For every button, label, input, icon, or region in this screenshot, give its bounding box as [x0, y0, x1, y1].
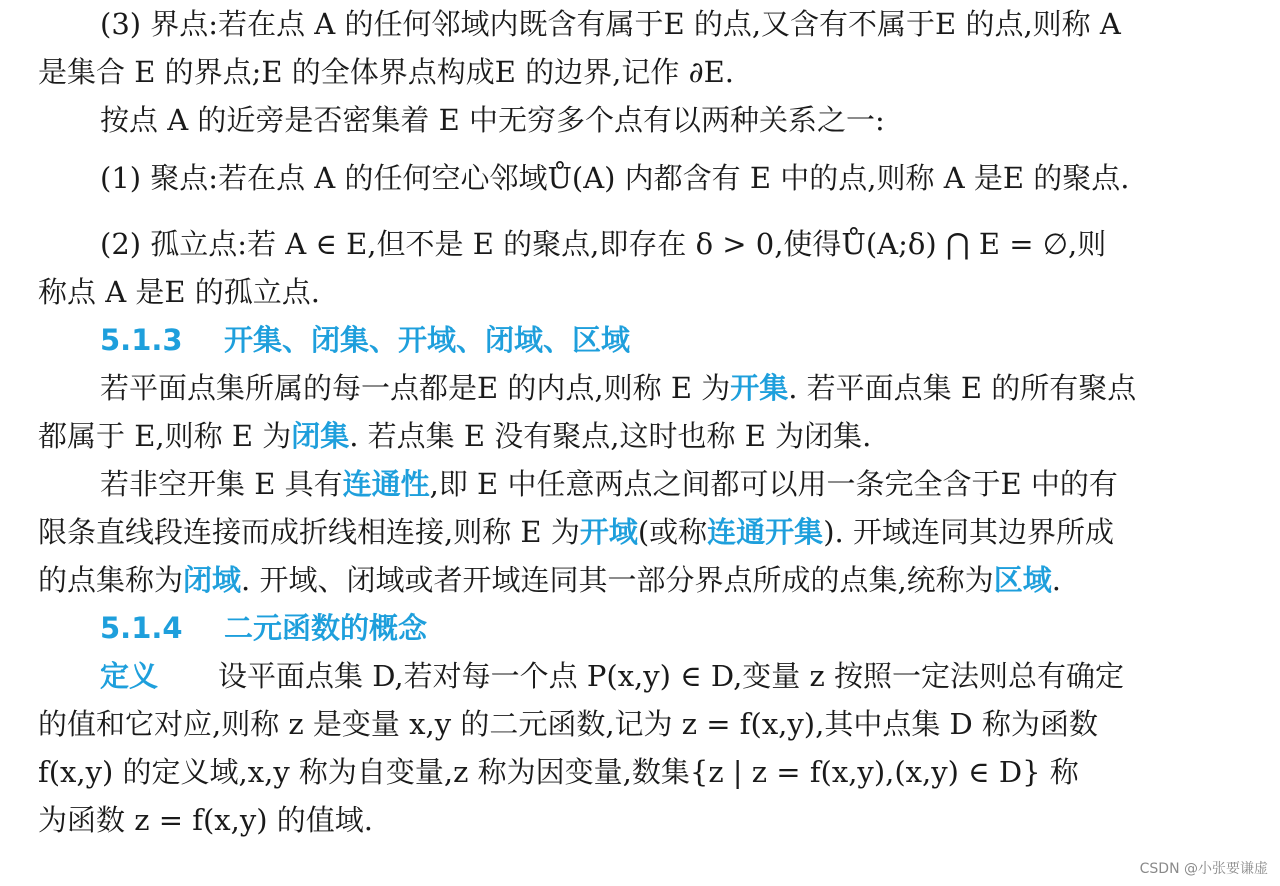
text-run: 限条直线段连接而成折线相连接,则称 E 为 [38, 515, 580, 549]
text-run: (或称 [637, 515, 708, 549]
text-run: . 若平面点集 E 的所有聚点 [788, 371, 1137, 405]
text-run: . 开域、闭域或者开域连同其一部分界点所成的点集,统称为 [241, 563, 994, 597]
text-run: 若非空开集 E 具有 [100, 467, 343, 501]
section-heading-5-1-3 [38, 316, 1248, 364]
definition-line-3: f(x,y) 的定义域,x,y 称为自变量,z 称为因变量,数集{z | z = f(x,y),(x,y) ∈ D} 称 [38, 755, 1079, 789]
section-heading-5-1-4 [38, 604, 1248, 652]
boundary-point-line-2: 是集合 E 的界点;E 的全体界点构成E 的边界,记作 ∂E. [38, 55, 734, 89]
section-number: 5.1.4 [100, 611, 183, 645]
csdn-watermark: CSDN @小张要谦虚 [1139, 861, 1268, 877]
definition-label: 定义 [100, 659, 159, 693]
term-closed-set: 闭集 [291, 419, 350, 453]
intro-paragraph: 按点 A 的近旁是否密集着 E 中无穷多个点有以两种关系之一: [100, 103, 885, 137]
definition-line-1 [38, 652, 1248, 700]
text-run: . [1051, 563, 1061, 597]
term-open-set: 开集 [730, 371, 789, 405]
section-title: 二元函数的概念 [224, 611, 428, 645]
text-run: 若平面点集所属的每一点都是E 的内点,则称 E 为 [100, 371, 731, 405]
open-closed-line-2 [38, 412, 1248, 460]
accumulation-point-definition: (1) 聚点:若在点 A 的任何空心邻域Ů(A) 内都含有 E 中的点,则称 A 是E 的聚点. [100, 161, 1130, 195]
section-title: 开集、闭集、开域、闭域、区域 [224, 323, 631, 357]
definition-line-2: 的值和它对应,则称 z 是变量 x,y 的二元函数,记为 z = f(x,y),其中点集 D 称为函数 [38, 707, 1099, 741]
domain-line-1 [38, 460, 1248, 508]
open-closed-line-1 [38, 364, 1248, 412]
domain-line-2 [38, 508, 1248, 556]
domain-line-3 [38, 556, 1248, 604]
text-run: 设平面点集 D,若对每一个点 P(x,y) ∈ D,变量 z 按照一定法则总有确定 [218, 659, 1125, 693]
text-run: 都属于 E,则称 E 为 [38, 419, 292, 453]
term-connected-open-set: 连通开集 [707, 515, 824, 549]
text-run: ). 开域连同其边界所成 [823, 515, 1114, 549]
definition-line-4: 为函数 z = f(x,y) 的值域. [38, 803, 373, 837]
term-connectedness: 连通性 [342, 467, 430, 501]
text-run: ,即 E 中任意两点之间都可以用一条完全含于E 中的有 [429, 467, 1118, 501]
term-region: 区域 [993, 563, 1052, 597]
textbook-page [38, 0, 1248, 844]
boundary-point-line-1: (3) 界点:若在点 A 的任何邻域内既含有属于E 的点,又含有不属于E 的点,则称 A [100, 7, 1121, 41]
term-open-domain: 开域 [579, 515, 638, 549]
term-closed-domain: 闭域 [183, 563, 242, 597]
section-number: 5.1.3 [100, 323, 183, 357]
isolated-point-line-2: 称点 A 是E 的孤立点. [38, 275, 320, 309]
text-run: . 若点集 E 没有聚点,这时也称 E 为闭集. [349, 419, 872, 453]
text-run: 的点集称为 [38, 563, 184, 597]
isolated-point-line-1: (2) 孤立点:若 A ∈ E,但不是 E 的聚点,即存在 δ > 0,使得Ů(A;δ) ⋂ E = ∅,则 [100, 227, 1107, 261]
